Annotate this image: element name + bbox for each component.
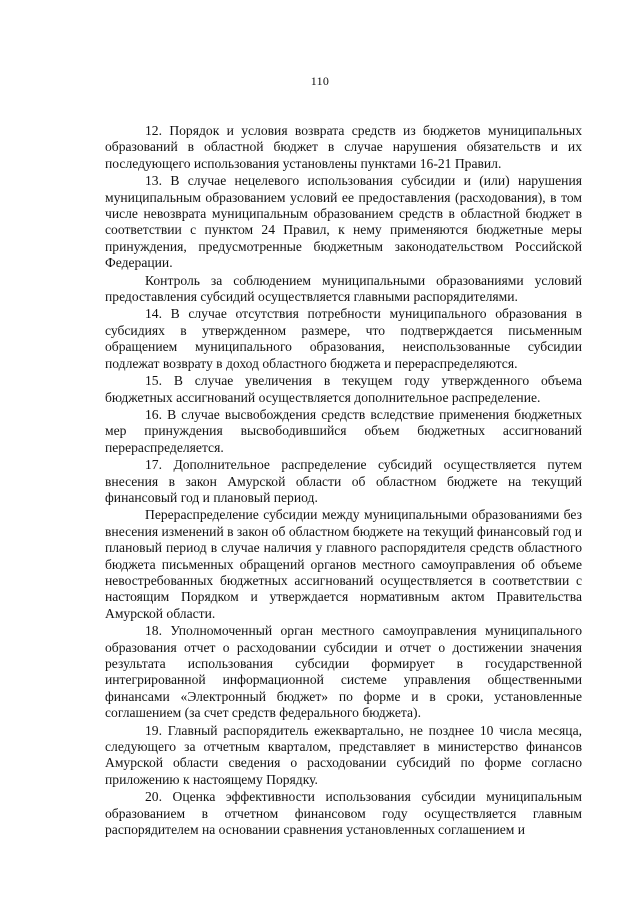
paragraph-20: 20. Оценка эффективности использования субсидии муниципальным образованием в отчетном финансовом году осуществляется главным распорядителем на основании сравнения установленных соглашением и	[105, 789, 582, 838]
page-number: 110	[310, 74, 330, 88]
paragraph-14: 14. В случае отсутствия потребности муниципального образования в субсидиях в утвержденном размере, что подтверждается письменным обращением муниципального образования, неиспользованные субсидии подлежат возврату в доход областного бюджета и перераспределяются.	[105, 306, 582, 371]
paragraph-19: 19. Главный распорядитель ежеквартально, не позднее 10 числа месяца, следующего за отчетным кварталом, представляет в министерство финансов Амурской области сведения о расходовании субсидий по форме согласно приложению к настоящему Порядку.	[105, 722, 582, 787]
paragraph-redistribution: Перераспределение субсидии между муниципальными образованиями без внесения изменений в закон об областном бюджете на текущий финансовый год и плановый период в случае наличия у главного распорядителя средств областного бюджета письменных обращений органов местного самоуправления об объеме невостребованных бюджетных ассигнований осуществляется в соответствии с настоящим Порядком и утверждается нормативным актом Правительства Амурской области.	[105, 507, 582, 621]
paragraph-18: 18. Уполномоченный орган местного самоуправления муниципального образования отчет о расходовании субсидии и отчет о достижении значения результата использования субсидии формирует в государственной интегрированной информационной системе управления общественными финансами «Электронный бюджет» по форме и в сроки, установленные соглашением (за счет средств федерального бюджета).	[105, 623, 582, 721]
document-body	[105, 123, 582, 838]
paragraph-16: 16. В случае высвобождения средств вследствие применения бюджетных мер принуждения высвободившийся объем бюджетных ассигнований перераспределяется.	[105, 406, 582, 455]
paragraph-13: 13. В случае нецелевого использования субсидии и (или) нарушения муниципальным образованием условий ее предоставления (расходования), в том числе невозврата муниципальным образованием средств в областной бюджет в соответствии с пунктом 24 Правил, к нему применяются бюджетные меры принуждения, предусмотренные бюджетным законодательством Российской Федерации.	[105, 173, 582, 271]
paragraph-12: 12. Порядок и условия возврата средств из бюджетов муниципальных образований в областной бюджет в случае нарушения обязательств и их последующего использования установлены пунктами 16-21 Правил.	[105, 123, 582, 171]
paragraph-control: Контроль за соблюдением муниципальными образованиями условий предоставления субсидий осуществляется главными распорядителями.	[105, 272, 582, 305]
paragraph-17: 17. Дополнительное распределение субсидий осуществляется путем внесения в закон Амурской области об областном бюджете на текущий финансовый год и плановый период.	[105, 457, 582, 505]
paragraph-15: 15. В случае увеличения в текущем году утвержденного объема бюджетных ассигнований осуществляется дополнительное распределение.	[105, 373, 582, 405]
